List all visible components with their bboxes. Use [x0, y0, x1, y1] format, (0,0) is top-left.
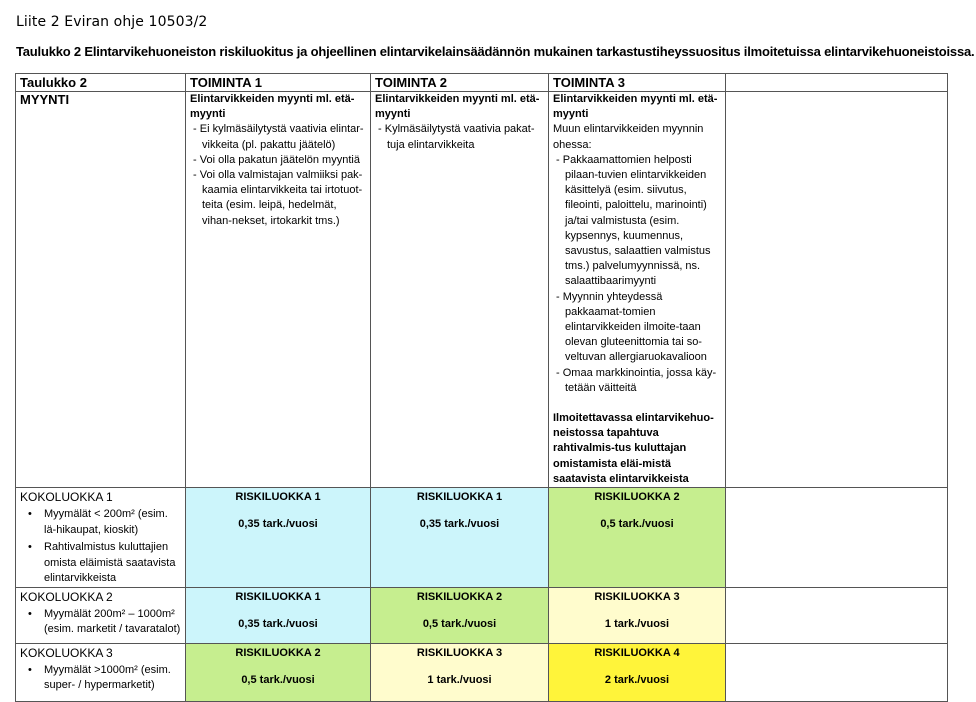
- list-item: - Myynnin yhteydessä pakkaamat-tomien elintarvikkeiden ilmoite-taan olevan gluteenittomia tai so-veltuvan allergiaruokavalioon: [553, 290, 721, 366]
- risk-cell: [371, 643, 549, 701]
- inspection-frequency: 1 tark./vuosi: [604, 617, 670, 630]
- inspection-frequency: 0,35 tark./vuosi: [238, 617, 318, 630]
- risk-level: RISKILUOKKA 1: [416, 491, 503, 504]
- risk-level: RISKILUOKKA 2: [235, 646, 321, 659]
- risk-level: RISKILUOKKA 3: [416, 646, 503, 659]
- risk-level: RISKILUOKKA 2: [594, 491, 680, 504]
- t3-footer: Ilmoitettavassa elintarvikehuo-neistossa tapahtuva rahtivalmis-tus kuluttajan omistamista eläi-mistä saatavista elintarvikkeista: [553, 412, 714, 485]
- inspection-frequency: 0,5 tark./vuosi: [422, 617, 497, 630]
- size-label: KOKOLUOKKA 2: [20, 589, 113, 604]
- size-bullets: [20, 607, 181, 638]
- inspection-frequency: 0,5 tark./vuosi: [241, 673, 315, 686]
- t2-heading: Elintarvikkeiden myynti ml. etä-myynti: [375, 93, 540, 121]
- header-cell-toiminta-3: TOIMINTA 3: [549, 74, 726, 92]
- t2-list: [375, 122, 544, 152]
- list-item: • Myymälät < 200m² (esim. lä-hikaupat, kioskit): [44, 507, 181, 538]
- list-item: - Ei kylmäsäilytystä vaativia elintar-vikkeita (pl. pakattu jäätelö): [190, 122, 366, 152]
- size-bullets: [20, 507, 181, 587]
- risk-level: RISKILUOKKA 1: [235, 590, 321, 603]
- size-row-2: [16, 587, 948, 643]
- risk-level: RISKILUOKKA 1: [235, 491, 321, 504]
- size-label-cell: [16, 587, 186, 643]
- header-cell-empty: [726, 74, 948, 92]
- risk-cell: [186, 643, 371, 701]
- table-header-row: [16, 74, 948, 92]
- risk-cell: [549, 587, 726, 643]
- t1-heading: Elintarvikkeiden myynti ml. etä-myynti: [190, 93, 355, 121]
- risk-table: [15, 73, 948, 702]
- activity-label: MYYNTI: [20, 92, 70, 107]
- activity-cell-t2: [371, 92, 549, 488]
- header-cell-table-id: Taulukko 2: [16, 74, 186, 92]
- activity-row: [16, 92, 948, 488]
- t3-list: [553, 153, 721, 396]
- risk-cell: [186, 488, 371, 588]
- empty-cell: [726, 488, 948, 588]
- risk-level: RISKILUOKKA 2: [416, 590, 503, 603]
- list-item: - Kylmäsäilytystä vaativia pakat-tuja elintarvikkeita: [375, 122, 544, 152]
- header-cell-toiminta-2: TOIMINTA 2: [371, 74, 549, 92]
- list-item: - Pakkaamattomien helposti pilaan-tuvien elintarvikkeiden käsittelyä (esim. siivutus, fileointi, paloittelu, marinointi) ja/tai valmistusta (esim. kypsennys, kuumennus, savustus, salaattien valmistus tms.) palvelumyynnissä, ns. salaattibaarimyynti: [553, 153, 721, 290]
- t3-intro: Muun elintarvikkeiden myynnin ohessa:: [553, 123, 704, 151]
- size-label-cell: [16, 488, 186, 588]
- inspection-frequency: 1 tark./vuosi: [427, 673, 492, 686]
- header-note: Liite 2 Eviran ohje 10503/2: [16, 14, 208, 30]
- t1-list: [190, 122, 366, 228]
- risk-level: RISKILUOKKA 3: [594, 590, 680, 603]
- list-item: • Myymälät >1000m² (esim. super- / hypermarketit): [44, 663, 181, 694]
- activity-label-cell: [16, 92, 186, 488]
- inspection-frequency: 0,35 tark./vuosi: [238, 518, 318, 531]
- risk-cell: [371, 488, 549, 588]
- empty-cell: [726, 643, 948, 701]
- t3-heading: Elintarvikkeiden myynti ml. etä-myynti: [553, 93, 718, 121]
- risk-cell: [549, 643, 726, 701]
- size-row-3: [16, 643, 948, 701]
- size-label: KOKOLUOKKA 3: [20, 645, 113, 660]
- risk-cell: [186, 587, 371, 643]
- empty-cell: [726, 587, 948, 643]
- size-row-1: [16, 488, 948, 588]
- list-item: - Voi olla pakatun jäätelön myyntiä: [190, 153, 366, 168]
- activity-cell-empty: [726, 92, 948, 488]
- list-item: - Omaa markkinointia, jossa käy-tetään väitteitä: [553, 366, 721, 396]
- list-item: - Voi olla valmistajan valmiiksi pak-kaamia elintarvikkeita tai irtotuot-teita (esim. leipä, hedelmät, vihan-nekset, irtokarkit tms.): [190, 168, 366, 229]
- size-label-cell: [16, 643, 186, 701]
- inspection-frequency: 2 tark./vuosi: [604, 673, 670, 686]
- risk-cell: [549, 488, 726, 588]
- activity-cell-t3: [549, 92, 726, 488]
- inspection-frequency: 0,35 tark./vuosi: [419, 518, 500, 531]
- activity-cell-t1: [186, 92, 371, 488]
- risk-cell: [371, 587, 549, 643]
- page-title: Taulukko 2 Elintarvikehuoneiston riskiluokitus ja ohjeellinen elintarvikelainsäädännön mukainen tarkastustiheyssuositus ilmoitetuissa elintarvikehuoneistoissa.: [16, 44, 975, 59]
- size-label: KOKOLUOKKA 1: [20, 490, 113, 505]
- risk-level: RISKILUOKKA 4: [594, 646, 680, 659]
- inspection-frequency: 0,5 tark./vuosi: [600, 518, 674, 531]
- list-item: • Rahtivalmistus kuluttajien omista eläimistä saatavista elintarvikkeista: [44, 540, 181, 587]
- list-item: • Myymälät 200m² – 1000m² (esim. marketit / tavaratalot): [44, 607, 181, 638]
- size-bullets: [20, 663, 181, 694]
- header-cell-toiminta-1: TOIMINTA 1: [186, 74, 371, 92]
